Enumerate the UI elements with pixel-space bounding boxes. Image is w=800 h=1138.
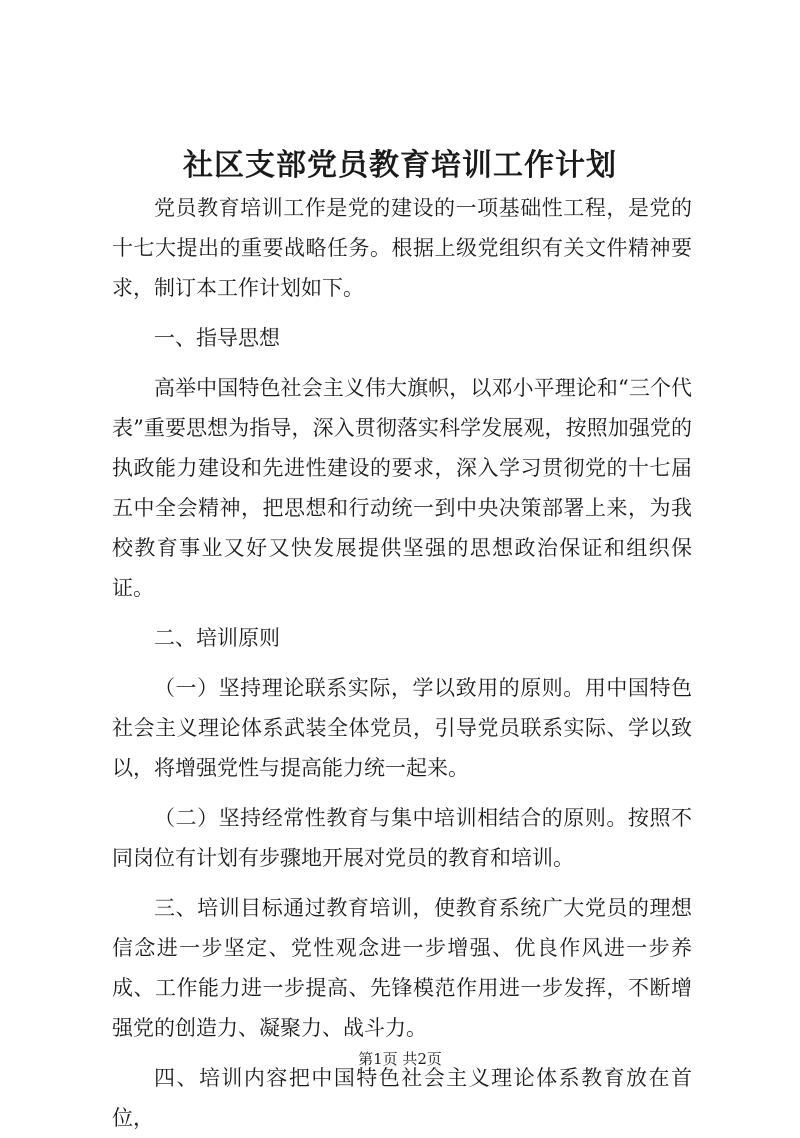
intro-paragraph: 党员教育培训工作是党的建设的一项基础性工程，是党的十七大提出的重要战略任务。根据上级党组织有关文件精神要求，制订本工作计划如下。 <box>112 196 692 300</box>
document-body <box>112 188 692 1138</box>
training-content-paragraph: 四、培训内容把中国特色社会主义理论体系教育放在首位， <box>112 1066 692 1130</box>
guiding-ideology-paragraph: 高举中国特色社会主义伟大旗帜，以邓小平理论和“三个代表”重要思想为指导，深入贯彻落实科学发展观，按照加强党的执政能力建设和先进性建设的要求，深入学习贯彻党的十七届五中全会精神，把思想和行动统一到中央决策部署上来，为我校教育事业又好又快发展提供坚强的思想政治保证和组织保证。 <box>112 376 692 600</box>
document-title: 社区支部党员教育培训工作计划 <box>183 148 617 183</box>
section-heading-guiding-ideology: 一、指导思想 <box>154 326 280 350</box>
section-heading-training-principles: 二、培训原则 <box>154 626 280 650</box>
page-footer: 第1页 共2页 <box>358 1050 442 1068</box>
training-goals-paragraph: 三、培训目标通过教育培训，使教育系统广大党员的理想信念进一步坚定、党性观念进一步增强、优良作风进一步养成、工作能力进一步提高、先锋模范作用进一步发挥，不断增强党的创造力、凝聚力、战斗力。 <box>112 896 692 1040</box>
principle-one-paragraph: （一）坚持理论联系实际，学以致用的原则。用中国特色社会主义理论体系武装全体党员，引导党员联系实际、学以致以，将增强党性与提高能力统一起来。 <box>112 676 692 780</box>
principle-two-paragraph: （二）坚持经常性教育与集中培训相结合的原则。按照不同岗位有计划有步骤地开展对党员的教育和培训。 <box>112 806 692 870</box>
